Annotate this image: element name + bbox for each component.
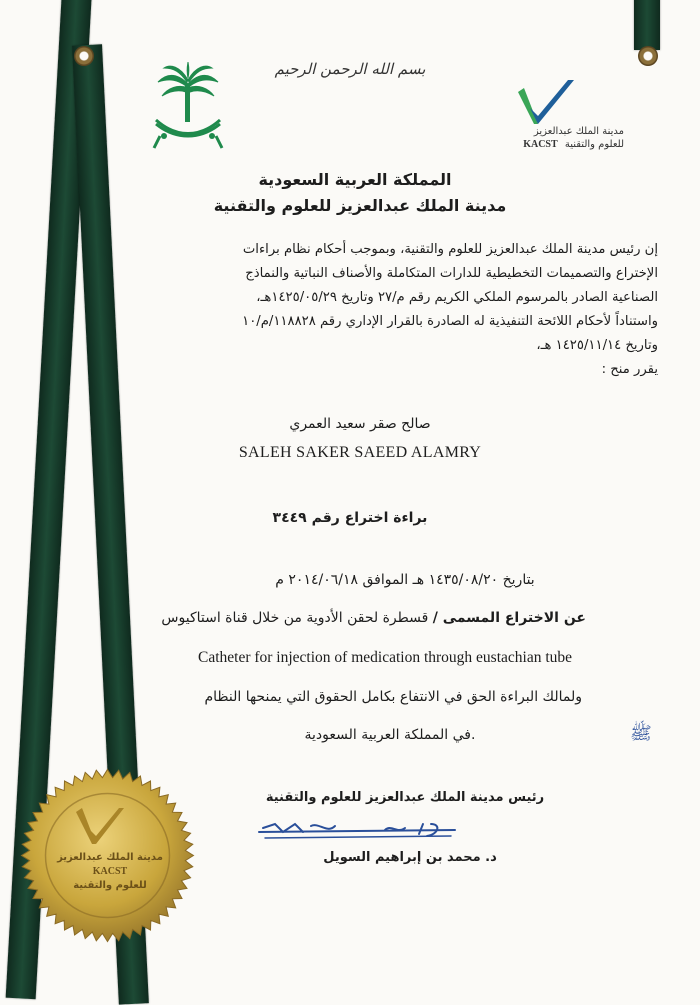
invention-title-en: Catheter for injection of medication through eustachian tube bbox=[197, 649, 573, 666]
invention-title-ar: قسطرة لحقن الأدوية من خلال قناة استاكيوس bbox=[161, 610, 429, 626]
intro-line-1: إن رئيس مدينة الملك عبدالعزيز للعلوم والتقنية، وبموجب أحكام نظام براءات bbox=[242, 242, 658, 257]
invention-label: عن الاختراع المسمى / bbox=[432, 610, 586, 626]
kingdom-title: المملكة العربية السعودية bbox=[258, 170, 452, 189]
right-ribbon bbox=[634, 0, 660, 50]
intro-line-5: وتاريخ ١٤٢٥/١١/١٤ هـ، bbox=[536, 338, 658, 353]
seal-text-ar-1: مدينة الملك عبدالعزيز bbox=[57, 852, 163, 863]
invention-title-ar-row bbox=[161, 610, 586, 626]
seal-text-ar-2: للعلوم والتقنية bbox=[73, 880, 147, 891]
saudi-emblem-icon bbox=[150, 62, 226, 152]
grantee-name-en: SALEH SAKER SAEED ALAMRY bbox=[238, 444, 482, 461]
intro-line-3: الصناعية الصادر بالمرسوم الملكي الكريم رقم م/٢٧ وتاريخ ١٤٢٥/٠٥/٢٩هـ، bbox=[256, 290, 658, 305]
seal-text-en: KACST bbox=[92, 866, 128, 877]
kacst-logo-icon bbox=[516, 78, 576, 126]
kacst-logo-text-row bbox=[500, 139, 624, 150]
margin-mark: ﷺ bbox=[630, 723, 652, 744]
city-title: مدينة الملك عبدالعزيز للعلوم والتقنية bbox=[213, 196, 507, 215]
signatory-title: رئيس مدينة الملك عبدالعزيز للعلوم والتقنية bbox=[265, 790, 545, 805]
kacst-logo-text-ar-1: مدينة الملك عبدالعزيز bbox=[533, 126, 624, 137]
intro-line-4: واستناداً لأحكام اللائحة التنفيذية له الصادرة بالقرار الإداري رقم ١١٨٨٢٨/م/١٠ bbox=[242, 314, 658, 329]
intro-line-2: الإختراع والتصميمات التخطيطية للدارات المتكاملة والأصناف النباتية والنماذج bbox=[245, 266, 658, 281]
decides-line: يقرر منح : bbox=[601, 362, 658, 377]
patent-number: براءة اختراع رقم ٣٤٤٩ bbox=[272, 510, 428, 526]
signature-icon bbox=[255, 818, 465, 846]
kacst-logo-text-ar-2: للعلوم والتقنية bbox=[564, 139, 624, 150]
kacst-logo-text-en: KACST bbox=[523, 139, 558, 150]
basmala: بسم الله الرحمن الرحيم bbox=[274, 60, 426, 78]
rights-line-1: ولمالك البراءة الحق في الانتفاع بكامل الحقوق التي يمنحها النظام bbox=[204, 689, 582, 705]
grantee-name-ar: صالح صقر سعيد العمري bbox=[289, 416, 431, 432]
right-grommet bbox=[638, 46, 658, 66]
intro-paragraph bbox=[150, 238, 658, 382]
rights-line-2: في المملكة العربية السعودية. bbox=[304, 727, 476, 743]
left-grommet bbox=[74, 46, 94, 66]
signatory-name: د. محمد بن إبراهيم السويل bbox=[323, 850, 497, 865]
patent-date: بتاريخ ١٤٣٥/٠٨/٢٠ هـ الموافق ٢٠١٤/٠٦/١٨ م bbox=[275, 572, 535, 588]
